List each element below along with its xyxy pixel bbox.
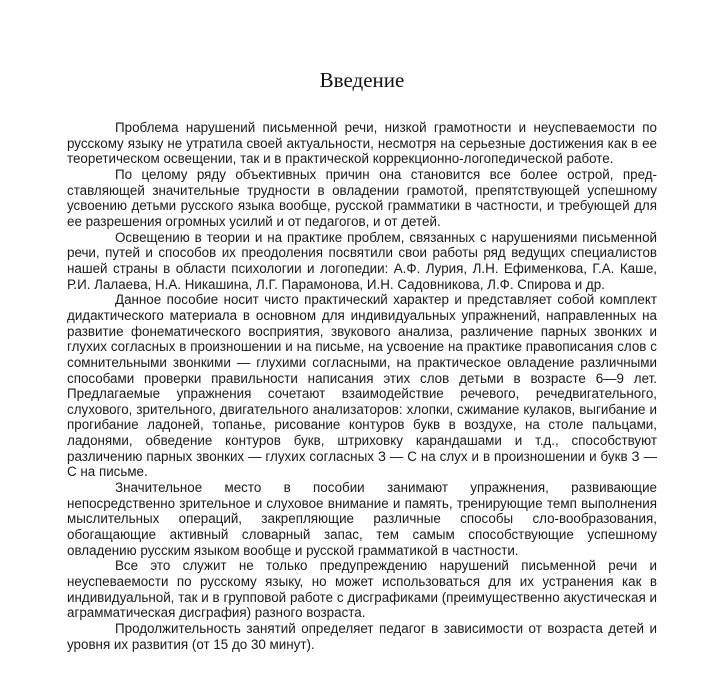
paragraph: Продолжительность занятий определяет педагог в зависимости от возраста детей и уровня их развития (от 15 до 30 минут). — [67, 621, 657, 652]
paragraph: По целому ряду объективных причин она становится все более острой, пред-ставляющей значительные трудности в овладении грамотой, препятствующей успешному усвоению детьми русского языка вообще, русской грамматики в частности, и требующей для ее разрешения огромных усилий и от педагогов, и от детей. — [67, 166, 657, 229]
paragraph: Значительное место в пособии занимают упражнения, развивающие непосредственно зрительное и слуховое внимание и память, тренирующие темп выполнения мыслительных операций, закрепляющие различные способы сло-вообразования, обогащающие активный словарный запас, тем самым способствующие успешному овладению русским языком вообще и русской грамматикой в частности. — [67, 480, 657, 558]
paragraph: Данное пособие носит чисто практический характер и представляет собой комплект дидактического материала в основном для индивидуальных упражнений, направленных на развитие фонематического восприятия, звукового анализа, различение парных звонких и глухих согласных в произношении и на письме, на усвоение на практике правописания слов с сомнительными звонкими — глухими согласными, на практическое овладение различными способами проверки правильности написания этих слов детьми в возрасте 6—9 лет. Предлагаемые упражнения сочетают взаимодействие речевого, речедвигательного, слухового, зрительного, двигательного анализаторов: хлопки, сжимание кулаков, выгибание и прогибание ладоней, топанье, рисование контуров букв в воздухе, на столе пальцами, ладонями, обведение контуров букв, штриховку карандашами и т.д., способствуют различению парных звонких — глухих согласных З — С на слух и в произношении и букв З — С на письме. — [67, 292, 657, 480]
page-title: Введение — [319, 68, 405, 92]
paragraph: Все это служит не только предупреждению нарушений письменной речи и неуспеваемости по русскому языку, но может использоваться для их устранения как в индивидуальной, так и в групповой работе с дисграфиками (преимущественно акустическая и аграмматическая дисграфия) разного возраста. — [67, 558, 657, 621]
document-body — [67, 120, 657, 652]
paragraph: Освещению в теории и на практике проблем, связанных с нарушениями письменной речи, путей и способов их преодоления посвятили свои работы ряд ведущих специалистов нашей страны в области психологии и логопедии: А.Ф. Лурия, Л.Н. Ефименкова, Г.А. Каше, Р.И. Лалаева, Н.А. Никашина, Л.Г. Парамонова, И.Н. Садовникова, Л.Ф. Спирова и др. — [67, 229, 657, 292]
paragraph: Проблема нарушений письменной речи, низкой грамотности и неуспеваемости по русскому языку не утратила своей актуальности, несмотря на серьезные достижения как в ее теоретическом освещении, так и в практической коррекционно-логопедической работе. — [67, 120, 657, 167]
